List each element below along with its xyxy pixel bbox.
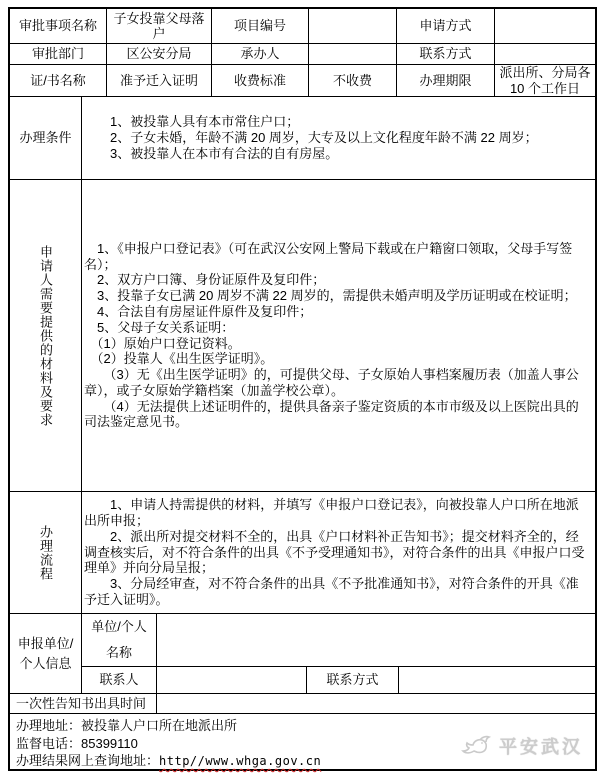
value-contact-method [495, 44, 595, 64]
label-materials [10, 180, 82, 491]
table-row [10, 9, 595, 44]
value-approval-department: 区公安分局 [107, 44, 212, 64]
value-contact-person [157, 667, 307, 693]
footer-block [10, 714, 595, 769]
materials-row [10, 180, 595, 492]
footer-phone-number: 85399110 [81, 735, 138, 751]
label-contact-method: 联系方式 [397, 44, 495, 64]
value-project-number [309, 9, 397, 43]
watermark-text: 平安武汉 [499, 737, 583, 757]
footer-phone-line: 监督电话：85399110 [16, 735, 138, 751]
conditions-content [82, 97, 595, 179]
watermark [460, 733, 583, 764]
label-applicant-contact-method: 联系方式 [307, 667, 399, 693]
label-approval-item-name: 审批事项名称 [10, 9, 107, 43]
label-processing-period: 办理期限 [397, 65, 495, 96]
label-process-text: 办理流程 [38, 524, 53, 581]
text-line: 1、申请人持需提供的材料，并填写《申报户口登记表》，向被投靠人户口所在地派出所申报； [84, 497, 579, 528]
value-applicant-name [157, 614, 595, 666]
applicant-info-row [10, 614, 595, 694]
label-conditions: 办理条件 [10, 97, 82, 179]
text-line: （2）投靠人《出生医学证明》。 [84, 351, 274, 367]
label-contact-person: 联系人 [82, 667, 157, 693]
label-materials-text: 申请人需要提供的材料及要求 [38, 244, 53, 427]
label-certificate-name: 证/书名称 [10, 65, 107, 96]
label-process [10, 492, 82, 613]
text-line: 5、父母子女关系证明： [84, 319, 235, 335]
footer-address-value: 被投靠人户口所在地派出所 [81, 718, 238, 733]
label-applicant-name: 单位/个人名称 [82, 614, 157, 666]
value-notice-time [157, 694, 595, 713]
label-project-number: 项目编号 [212, 9, 309, 43]
table-row [10, 44, 595, 65]
text-line: 1、《申报户口登记表》（可在武汉公安网上警局下载或在户籍窗口领取，父母手写签名）； [84, 240, 573, 272]
conditions-row [10, 97, 595, 180]
materials-content [82, 180, 595, 491]
notice-time-row [10, 694, 595, 714]
text-line: 2、双方户口簿、身份证原件及复印件； [84, 272, 326, 288]
text-line: 2、派出所对提交材料不全的，出具《户口材料补正告知书》；提交材料齐全的，经调查核实后，对不符合条件的出具《不予受理通知书》，对符合条件的出具《申报户口受理单》并向分局呈报； [84, 528, 585, 576]
label-handler: 承办人 [212, 44, 309, 64]
label-application-method: 申请方式 [397, 9, 495, 43]
text-line: 3、分局经审查，对不符合条件的出具《不予批准通知书》，对符合条件的开具《准予迁入证明》。 [84, 576, 579, 607]
label-notice-time: 一次性告知书出具时间 [10, 694, 157, 713]
text-line: （4）无法提供上述证明件的，提供具备亲子鉴定资质的本市市级及以上医院出具的司法鉴定意见书。 [84, 398, 579, 430]
footer-query-url[interactable]: http//www.whga.gov.cn [159, 754, 322, 768]
text-line: 1、被投靠人具有本市常住户口； [84, 114, 300, 130]
value-fee-standard: 不收费 [309, 65, 397, 96]
value-handler [309, 44, 397, 64]
label-applicant-info: 申报单位/个人信息 [10, 614, 82, 693]
text-line: 3、被投靠人在本市有合法的自有房屋。 [84, 145, 339, 161]
text-line: 2、子女未婚，年龄不满 20 周岁，大专及以上文化程度年龄不满 22 周岁； [84, 130, 538, 146]
text-line: 3、投靠子女已满 20 周岁不满 22 周岁的，需提供未婚声明及学历证明或在校证明； [84, 288, 577, 304]
label-approval-department: 审批部门 [10, 44, 107, 64]
text-line: 4、合法自有房屋证件原件及复印件； [84, 303, 313, 319]
value-application-method [495, 9, 595, 43]
footer-address-line: 办理地址：被投靠人户口所在地派出所 [16, 718, 238, 733]
text-line: （1）原始户口登记资料。 [84, 335, 241, 351]
approval-form-table [8, 7, 597, 771]
value-certificate-name: 准予迁入证明 [107, 65, 212, 96]
value-processing-period: 派出所、分局各 10 个工作日 [499, 65, 591, 96]
process-content [82, 492, 595, 613]
value-approval-item-name: 子女投靠父母落户 [107, 9, 212, 43]
label-fee-standard: 收费标准 [212, 65, 309, 96]
text-line: （3）无《出生医学证明》的，可提供父母、子女原始人事档案履历表（加盖人事公章），或子女原始学籍档案（加盖学校公章）。 [84, 367, 579, 398]
process-row [10, 492, 595, 614]
footer-query-line: 办理结果网上查询地址：http//www.whga.gov.cn [16, 753, 322, 768]
value-applicant-contact-method [399, 667, 595, 693]
table-row [10, 65, 595, 97]
dove-icon [460, 733, 494, 764]
